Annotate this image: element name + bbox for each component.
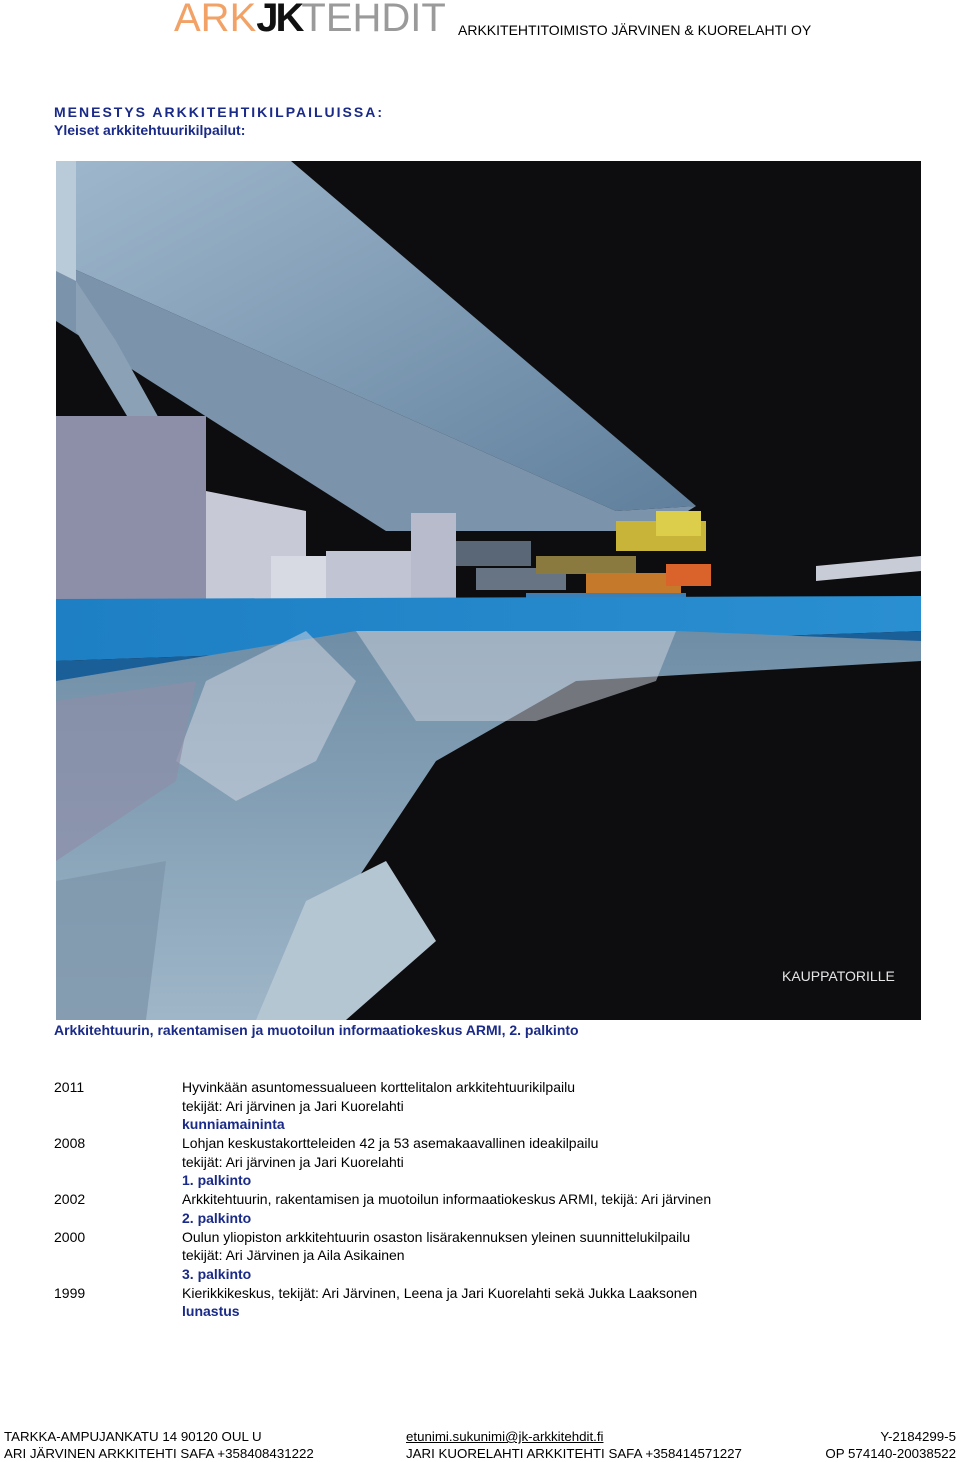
entry-text: tekijät: Ari järvinen ja Jari Kuorelahti bbox=[182, 1097, 404, 1114]
page-footer bbox=[0, 1428, 960, 1462]
list-item bbox=[54, 1153, 934, 1172]
award-text: kunniamaininta bbox=[182, 1116, 285, 1133]
list-item bbox=[54, 1171, 934, 1190]
entry-text: Lohjan keskustakortteleiden 42 ja 53 asemakaavallinen ideakilpailu bbox=[182, 1135, 599, 1152]
render-label: KAUPPATORILLE bbox=[782, 968, 895, 984]
award-text: 1. palkinto bbox=[182, 1172, 252, 1189]
image-caption: Arkkitehtuurin, rakentamisen ja muotoilun informaatiokeskus ARMI, 2. palkinto bbox=[54, 1022, 579, 1038]
competition-list bbox=[54, 1078, 934, 1321]
year: 2002 bbox=[54, 1191, 86, 1208]
company-logo bbox=[174, 0, 446, 40]
company-name: ARKKITEHTITOIMISTO JÄRVINEN & KUORELAHTI OY bbox=[458, 22, 812, 38]
year: 2008 bbox=[54, 1135, 86, 1152]
list-item bbox=[54, 1284, 934, 1303]
footer-bank: OP 574140-20038522 bbox=[825, 1446, 956, 1461]
list-item bbox=[54, 1246, 934, 1265]
award-text: lunastus bbox=[182, 1303, 240, 1320]
footer-person-1: ARI JÄRVINEN ARKKITEHTI SAFA +358408431222 bbox=[4, 1446, 314, 1461]
entry-text: Kierikkikeskus, tekijät: Ari Järvinen, Leena ja Jari Kuorelahti sekä Jukka Laaksonen bbox=[182, 1284, 698, 1301]
list-item bbox=[54, 1209, 934, 1228]
footer-business-id: Y-2184299-5 bbox=[880, 1429, 956, 1444]
render-illustration bbox=[56, 161, 921, 1020]
section-heading: MENESTYS ARKKITEHTIKILPAILUISSA: bbox=[54, 104, 385, 120]
logo-jk: JK bbox=[256, 0, 302, 40]
architecture-render-image bbox=[56, 161, 921, 1020]
entry-text: Oulun yliopiston arkkitehtuurin osaston lisärakennuksen yleinen suunnittelukilpailu bbox=[182, 1228, 691, 1245]
entry-text: Hyvinkään asuntomessualueen korttelitalon arkkitehtuurikilpailu bbox=[182, 1079, 575, 1095]
entry-text: tekijät: Ari järvinen ja Jari Kuorelahti bbox=[182, 1153, 404, 1170]
list-item bbox=[54, 1134, 934, 1153]
list-item bbox=[54, 1078, 934, 1097]
logo-tehdit: TEHDIT bbox=[301, 0, 446, 40]
list-item bbox=[54, 1228, 934, 1247]
section-subheading: Yleiset arkkitehtuurikilpailut: bbox=[54, 122, 246, 138]
footer-address: TARKKA-AMPUJANKATU 14 90120 OUL U bbox=[4, 1429, 262, 1444]
award-text: 2. palkinto bbox=[182, 1209, 252, 1226]
list-item bbox=[54, 1097, 934, 1116]
list-item bbox=[54, 1302, 934, 1321]
entry-text: tekijät: Ari Järvinen ja Aila Asikainen bbox=[182, 1247, 405, 1264]
year: 1999 bbox=[54, 1284, 86, 1301]
year: 2000 bbox=[54, 1228, 86, 1245]
year: 2011 bbox=[54, 1079, 85, 1095]
list-item bbox=[54, 1190, 934, 1209]
logo-ark: ARK bbox=[174, 0, 257, 40]
list-item bbox=[54, 1265, 934, 1284]
award-text: 3. palkinto bbox=[182, 1265, 252, 1282]
letterhead bbox=[170, 0, 950, 42]
entry-text: Arkkitehtuurin, rakentamisen ja muotoilun informaatiokeskus ARMI, tekijä: Ari järvinen bbox=[182, 1191, 712, 1208]
list-item bbox=[54, 1115, 934, 1134]
footer-email-link[interactable]: etunimi.sukunimi@jk-arkkitehdit.fi bbox=[406, 1429, 604, 1444]
footer-person-2: JARI KUORELAHTI ARKKITEHTI SAFA +358414571227 bbox=[406, 1446, 742, 1461]
